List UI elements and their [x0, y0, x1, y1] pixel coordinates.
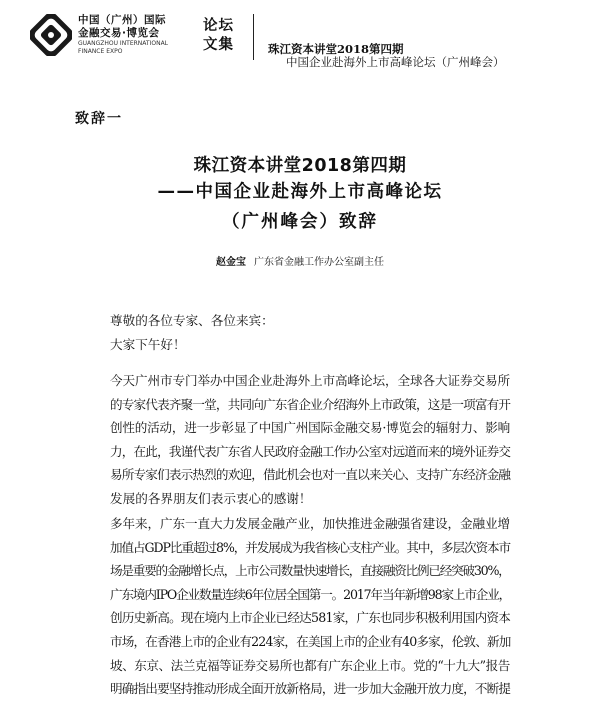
paragraph-line: 易所专家们表示热烈的欢迎，借此机会也对一直以来关心、支持广东经济金融	[110, 467, 511, 483]
paragraph-line: 多年来，广东一直大力发展金融产业，加快推进金融强省建设，金融业增	[110, 516, 510, 531]
speaker-title: 广东省金融工作办公室副主任	[254, 257, 384, 268]
speaker-name: 赵金宝	[216, 257, 246, 268]
expo-logo-icon	[30, 14, 72, 56]
paragraph-2	[110, 512, 510, 701]
speech-title-line1: 珠江资本讲堂2018第四期	[193, 156, 407, 176]
header-title: 珠江资本讲堂2018第四期	[268, 42, 404, 56]
header-subtitle: 中国企业赴海外上市高峰论坛（广州峰会）	[286, 55, 505, 69]
salutation-line1: 尊敬的各位专家、各位来宾：	[110, 313, 274, 328]
paragraph-line: 明确指出要坚持推动形成全面开放新格局，进一步加大金融开放力度，不断提	[110, 681, 511, 697]
logo-en-line2: FINANCE EXPO	[78, 48, 123, 55]
section-mark-line1: 论坛	[203, 17, 234, 34]
speech-title-line2: ——中国企业赴海外上市高峰论坛	[157, 182, 443, 202]
paragraph-line: 今天广州市专门举办中国企业赴海外上市高峰论坛，全球各大证券交易所	[110, 373, 510, 388]
page-header	[0, 0, 600, 75]
speech-title-line3: （广州峰会）致辞	[222, 212, 378, 232]
paragraph-line: 坡、东京、法兰克福等证券交易所也都有广东企业上市。党的“十九大”报告	[110, 657, 510, 673]
speaker-byline	[0, 253, 600, 268]
paragraph-line: 市场，在香港上市的企业有224家，在美国上市的企业有40多家，伦敦、新加	[110, 633, 511, 649]
paragraph-line: 发展的各界朋友们表示衷心的感谢！	[110, 490, 312, 506]
paragraph-1	[110, 369, 510, 511]
paragraph-line: 的专家代表齐聚一堂，共同向广东省企业介绍海外上市政策，这是一项富有开	[110, 396, 511, 412]
paragraph-line: 广东境内IPO企业数量连续6年位居全国第一。2017年当年新增98家上市企业，	[110, 586, 511, 602]
logo-cn-line2: 金融交易·博览会	[78, 27, 160, 39]
salutation-line2: 大家下午好！	[110, 336, 186, 352]
paragraph-line: 场是重要的金融增长点，上市公司数量快速增长，直接融资比例已经突破30%，	[110, 563, 510, 579]
section-mark-line2: 文集	[203, 36, 234, 53]
logo-cn-line1: 中国（广州）国际	[78, 14, 166, 26]
salutation-block	[110, 309, 350, 356]
section-label: 致辞一	[75, 111, 123, 127]
paragraph-line: 创历史新高。现在境内上市企业已经达581家，广东也同步积极利用国内资本	[110, 610, 511, 626]
header-divider	[253, 14, 254, 60]
paragraph-line: 加值占GDP比重超过8%，并发展成为我省核心支柱产业。其中，多层次资本市	[110, 539, 511, 555]
expo-logo-text	[78, 14, 203, 56]
logo-en-line1: GUANGZHOU INTERNATIONAL	[78, 40, 169, 47]
section-mark	[203, 16, 253, 54]
paragraph-line: 力，在此，我谨代表广东省人民政府金融工作办公室对远道而来的境外证券交	[110, 443, 511, 459]
paragraph-line: 创性的活动，进一步彰显了中国广州国际金融交易·博览会的辐射力、影响	[110, 420, 511, 436]
